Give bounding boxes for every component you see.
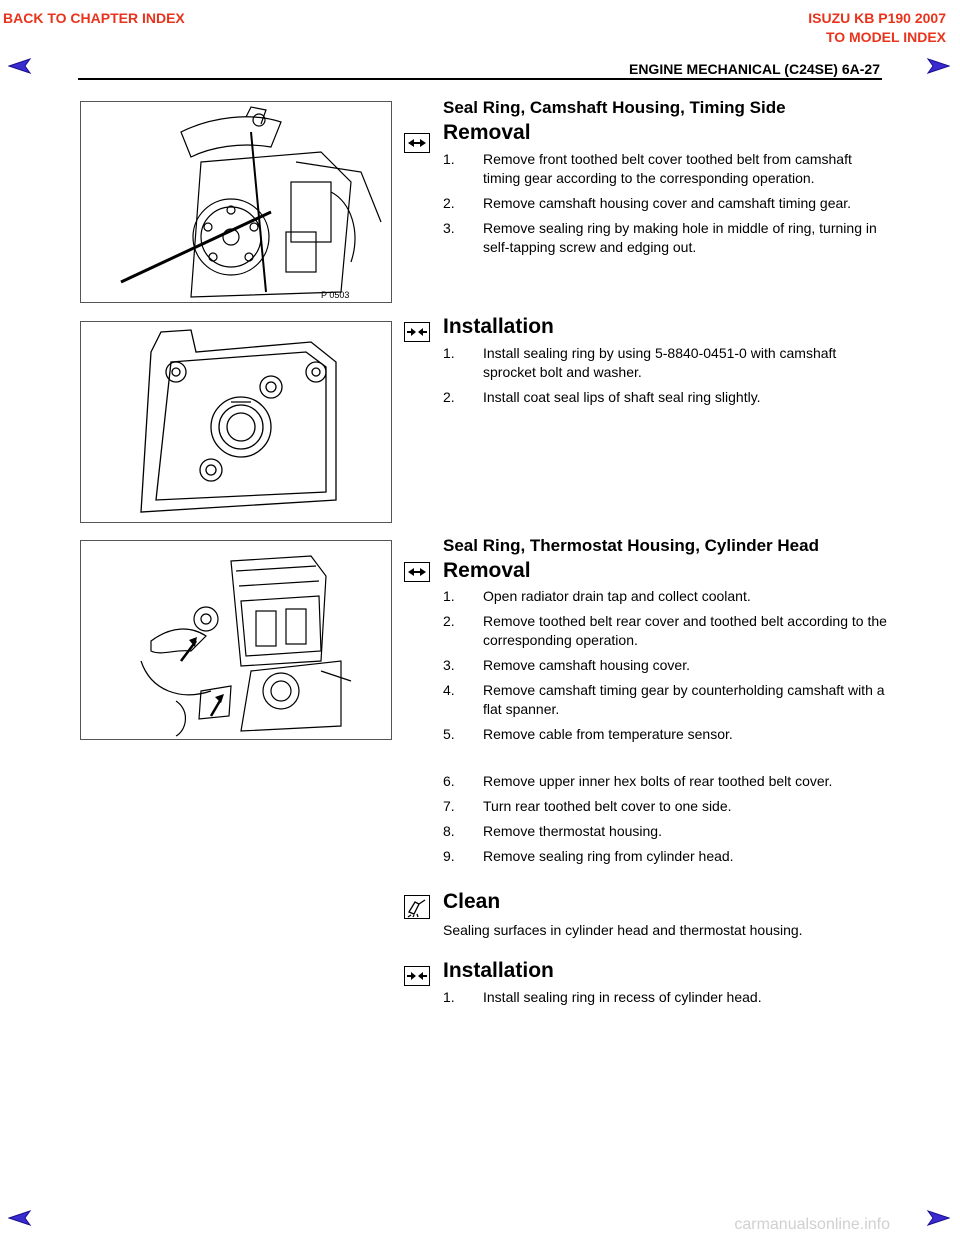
section1-heading: Seal Ring, Camshaft Housing, Timing Side <box>443 98 786 117</box>
model-title-link[interactable]: ISUZU KB P190 2007 <box>808 10 946 26</box>
clean-icon <box>404 895 430 919</box>
list-item: 3. Remove sealing ring by making hole in middle of ring, turning in self-tapping screw and edging out. <box>443 220 877 255</box>
list-item: 1. Install sealing ring by using 5-8840-0451-0 with camshaft sprocket bolt and washer. <box>443 345 837 380</box>
list-item: 1. Open radiator drain tap and collect coolant. <box>443 588 751 604</box>
section2-heading: Seal Ring, Thermostat Housing, Cylinder Head <box>443 536 819 555</box>
previous-page-arrow-icon[interactable] <box>8 58 32 74</box>
list-item: 3. Remove camshaft housing cover. <box>443 657 690 673</box>
list-item: 9. Remove sealing ring from cylinder head. <box>443 848 734 864</box>
to-model-index-link[interactable]: TO MODEL INDEX <box>825 29 946 45</box>
figure-camshaft-timing-gear <box>80 101 392 303</box>
section2-clean-text: Sealing surfaces in cylinder head and thermostat housing. <box>443 922 803 938</box>
installation-icon <box>404 322 430 342</box>
list-item: 2. Remove toothed belt rear cover and toothed belt according to the corresponding operation. <box>443 613 887 648</box>
list-item: 2. Install coat seal lips of shaft seal ring slightly. <box>443 389 761 405</box>
section2-clean-title: Clean <box>443 890 501 913</box>
list-item: 1. Remove front toothed belt cover toothed belt from camshaft timing gear according to the corresponding operation. <box>443 151 852 186</box>
header-rule <box>78 78 882 80</box>
section2-removal-steps <box>443 587 888 750</box>
list-item: 7. Turn rear toothed belt cover to one side. <box>443 798 732 814</box>
section1-removal-title: Removal <box>443 121 531 144</box>
section1-installation-title: Installation <box>443 315 554 338</box>
installation-icon <box>404 966 430 986</box>
figure-camshaft-timing-gear-drawing <box>81 102 391 302</box>
list-item: 8. Remove thermostat housing. <box>443 823 662 839</box>
section1-installation-steps <box>443 344 893 413</box>
removal-icon <box>404 133 430 153</box>
section2-removal-steps-continued <box>443 772 893 872</box>
list-item: 1. Install sealing ring in recess of cylinder head. <box>443 989 762 1005</box>
next-page-arrow-icon-bottom[interactable] <box>926 1210 950 1226</box>
figure-seal-ring-installation-drawing <box>81 322 391 522</box>
figure-thermostat-housing-drawing <box>81 541 391 739</box>
figure-label: P 0503 <box>321 290 350 300</box>
figure-seal-ring-installation <box>80 321 392 523</box>
previous-page-arrow-icon-bottom[interactable] <box>8 1210 32 1226</box>
section1-removal-steps <box>443 150 888 263</box>
list-item: 2. Remove camshaft housing cover and camshaft timing gear. <box>443 195 852 211</box>
list-item: 6. Remove upper inner hex bolts of rear toothed belt cover. <box>443 773 833 789</box>
list-item: 5. Remove cable from temperature sensor. <box>443 726 733 742</box>
section2-installation-title: Installation <box>443 959 554 982</box>
watermark: carmanualsonline.info <box>734 1216 890 1233</box>
back-to-chapter-index-link[interactable]: BACK TO CHAPTER INDEX <box>3 10 185 26</box>
list-item: 4. Remove camshaft timing gear by counterholding camshaft with a flat spanner. <box>443 682 885 717</box>
section2-removal-title: Removal <box>443 559 531 582</box>
page-header-title: ENGINE MECHANICAL (C24SE) 6A-27 <box>628 61 880 77</box>
figure-thermostat-housing <box>80 540 392 740</box>
next-page-arrow-icon[interactable] <box>926 58 950 74</box>
removal-icon <box>404 562 430 582</box>
section2-installation-steps <box>443 988 888 1013</box>
